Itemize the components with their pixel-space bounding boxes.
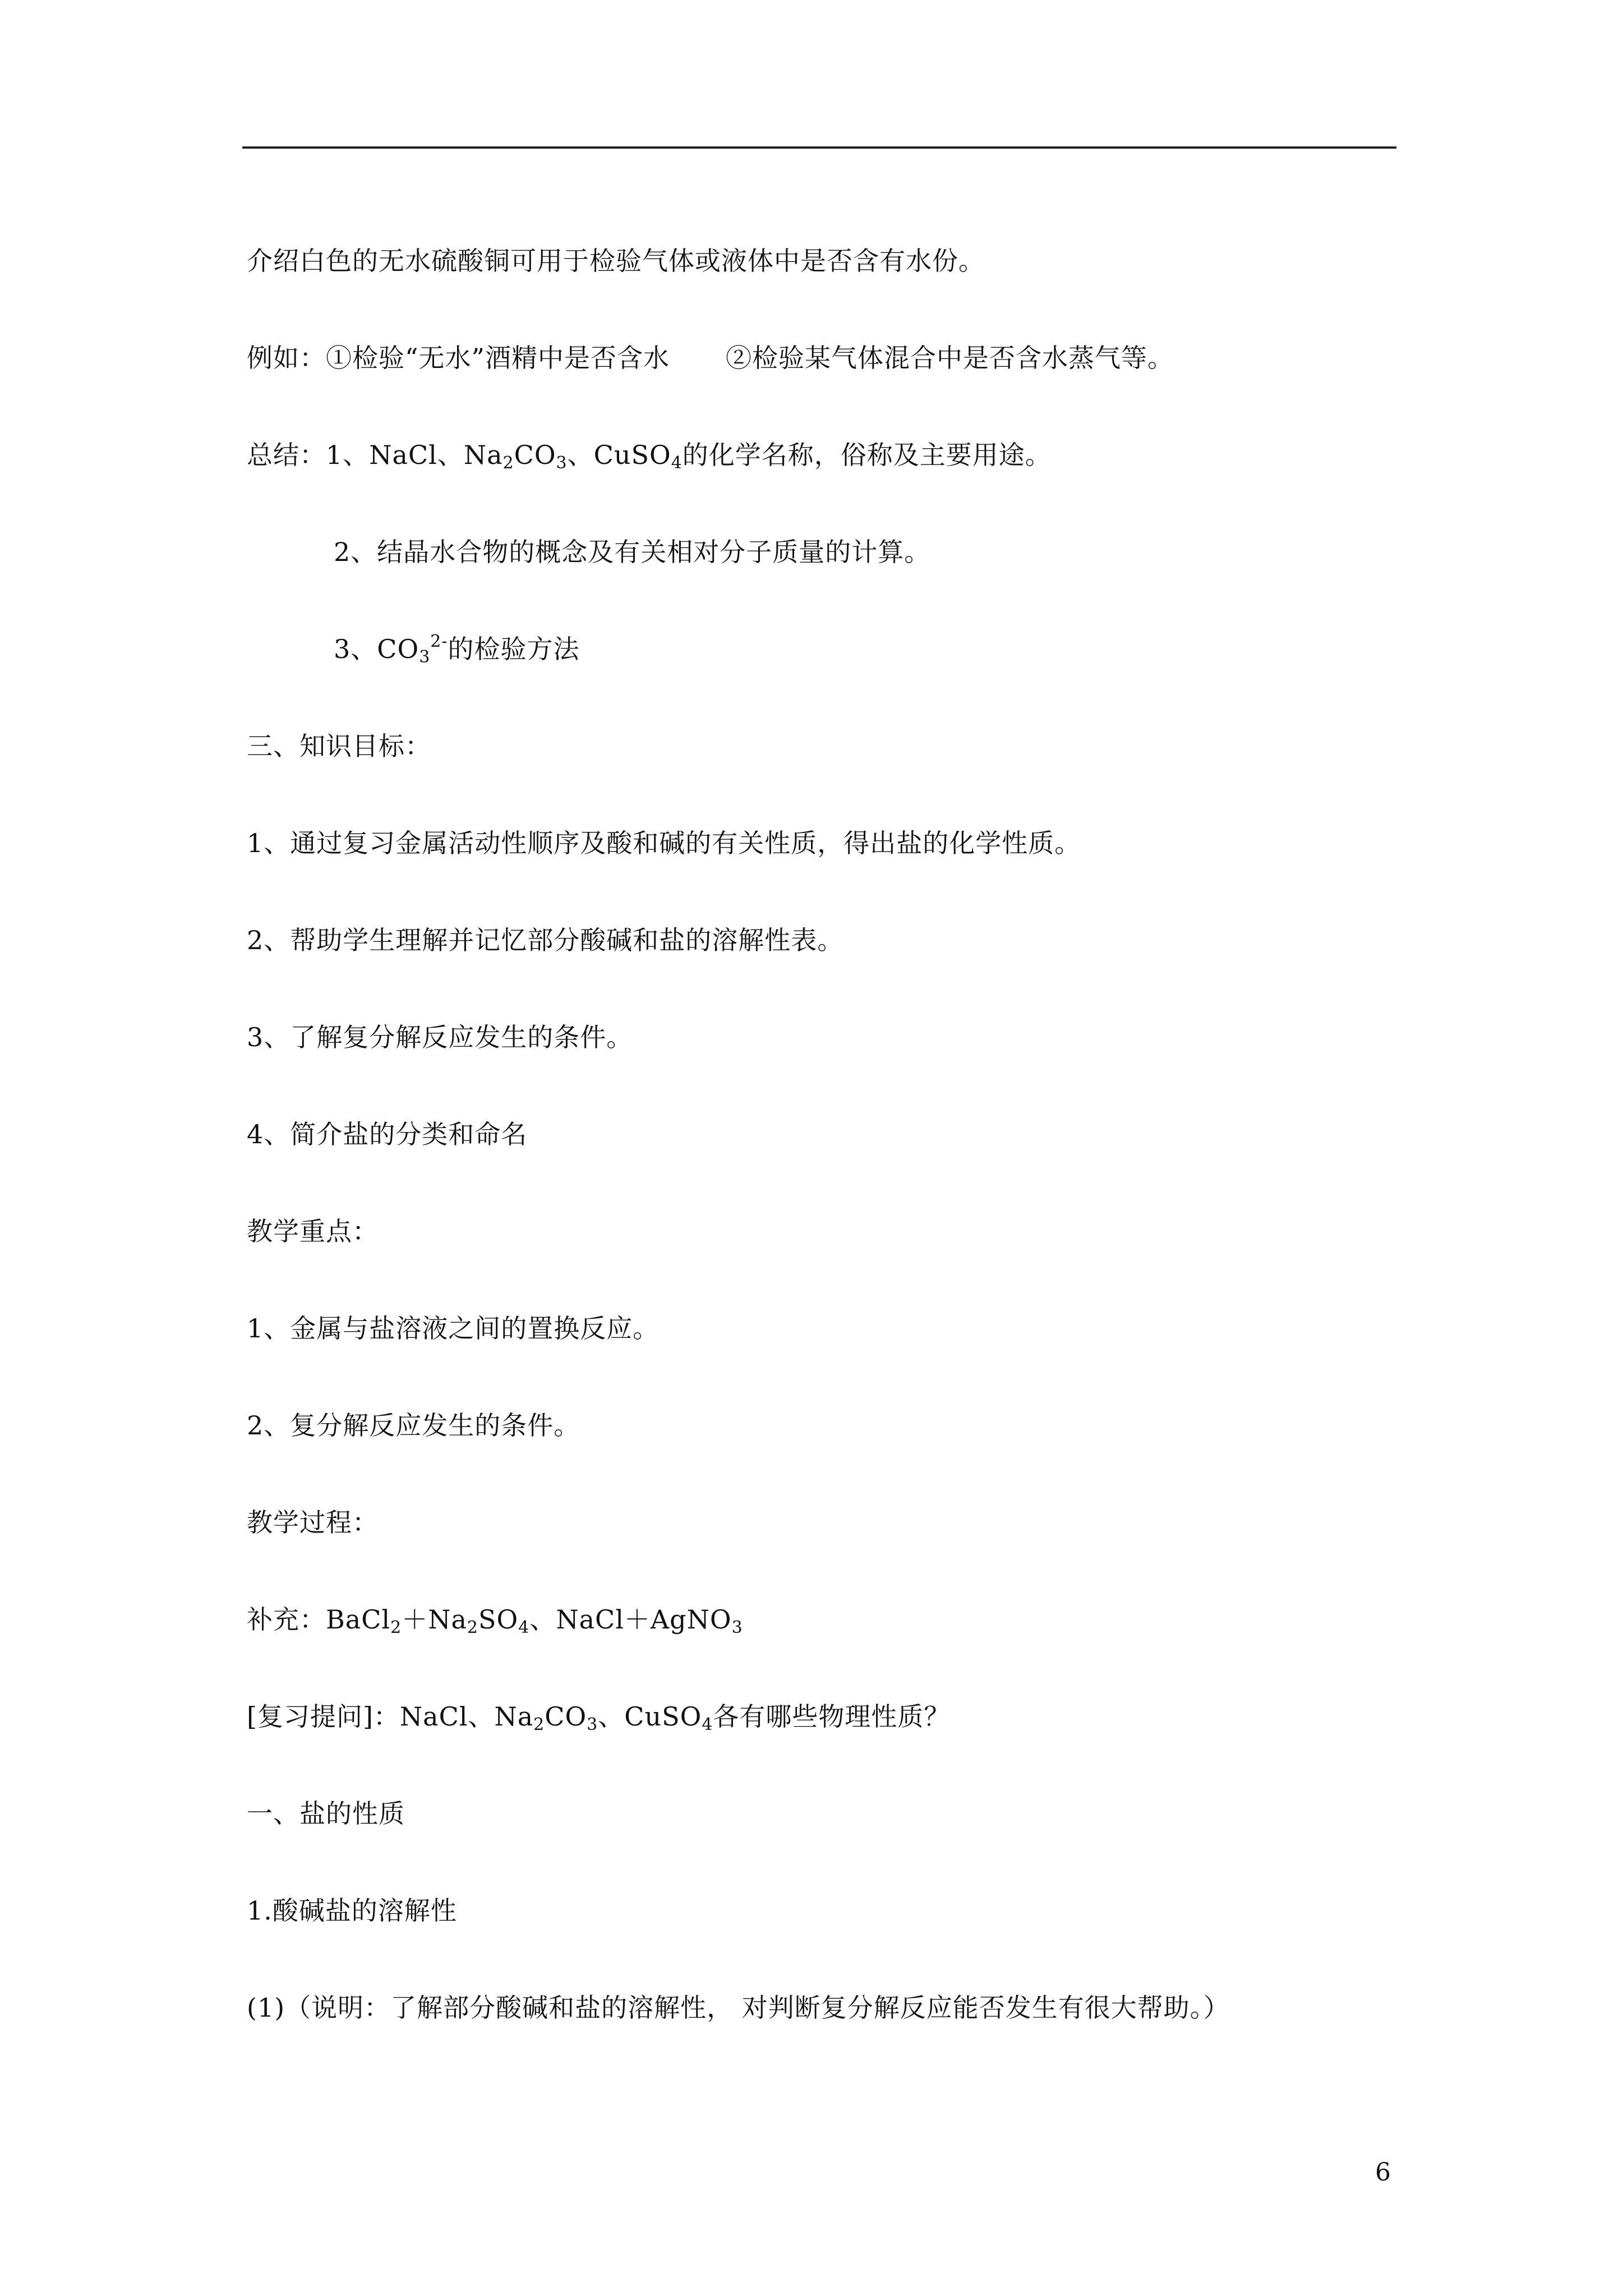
header-rule [242, 146, 1396, 149]
text-line-2 [247, 341, 1174, 375]
text-line-3 [247, 438, 1052, 472]
text-line-1: 介绍白色的无水硫酸铜可用于检验气体或液体中是否含有水份。 [247, 246, 985, 276]
summary-prefix: 总结：1、NaCl、Na [247, 440, 503, 470]
line-suffix: 各有哪些物理性质？ [713, 1701, 951, 1732]
heading-salt-properties: 一、盐的性质 [247, 1798, 405, 1829]
subscript: 3 [419, 647, 431, 667]
formula-text: CO [545, 1701, 587, 1732]
text-line-5 [334, 632, 580, 666]
section-heading-knowledge-goals: 三、知识目标： [247, 731, 431, 761]
subheading-solubility: 1.酸碱盐的溶解性 [247, 1895, 457, 1926]
page-number: 6 [1375, 2158, 1391, 2187]
formula-text: 、NaCl＋AgNO [529, 1604, 732, 1635]
subscript: 2 [390, 1618, 402, 1637]
formula-text: SO [478, 1604, 519, 1635]
text-line-10: 4、简介盐的分类和命名 [247, 1119, 528, 1149]
text-line-4: 2、结晶水合物的概念及有关相对分子质量的计算。 [334, 537, 931, 567]
subscript: 2 [467, 1618, 479, 1637]
text-line-9: 3、了解复分解反应发生的条件。 [247, 1022, 633, 1052]
formula-text: 3、CO [334, 634, 419, 664]
text-line-15 [247, 1603, 743, 1636]
formula-text: 、CuSO [567, 440, 671, 470]
formula-text: ＋Na [402, 1604, 467, 1635]
subscript: 2 [502, 453, 514, 473]
line-suffix: 的检验方法 [448, 634, 580, 664]
text-line-16 [247, 1700, 950, 1733]
subscript: 2 [533, 1715, 545, 1734]
subscript: 3 [587, 1715, 598, 1734]
text-line-8: 2、帮助学生理解并记忆部分酸碱和盐的溶解性表。 [247, 925, 844, 955]
subscript: 4 [702, 1715, 713, 1734]
example-part-1: 例如：①检验“无水”酒精中是否含水 [247, 343, 670, 373]
formula-text: 补充：BaCl [247, 1604, 391, 1635]
text-line-19: (1)（说明：了解部分酸碱和盐的溶解性， 对判断复分解反应能否发生有很大帮助。） [247, 1993, 1230, 2023]
formula-text: [复习提问]：NaCl、Na [247, 1701, 534, 1732]
text-line-13: 2、复分解反应发生的条件。 [247, 1410, 580, 1441]
heading-teaching-process: 教学过程： [247, 1507, 379, 1538]
superscript: 2- [430, 632, 448, 651]
subscript: 3 [556, 453, 568, 473]
subscript: 4 [518, 1618, 530, 1637]
formula-text: CO [514, 440, 556, 470]
subscript: 4 [671, 453, 683, 473]
text-line-12: 1、金属与盐溶液之间的置换反应。 [247, 1313, 660, 1343]
example-part-2: ②检验某气体混合中是否含水蒸气等。 [726, 343, 1174, 373]
text-line-7: 1、通过复习金属活动性顺序及酸和碱的有关性质，得出盐的化学性质。 [247, 828, 1081, 858]
formula-text: 、CuSO [598, 1701, 702, 1732]
subscript: 3 [731, 1618, 743, 1637]
summary-suffix: 的化学名称，俗称及主要用途。 [682, 440, 1052, 470]
heading-teaching-focus: 教学重点： [247, 1216, 379, 1246]
